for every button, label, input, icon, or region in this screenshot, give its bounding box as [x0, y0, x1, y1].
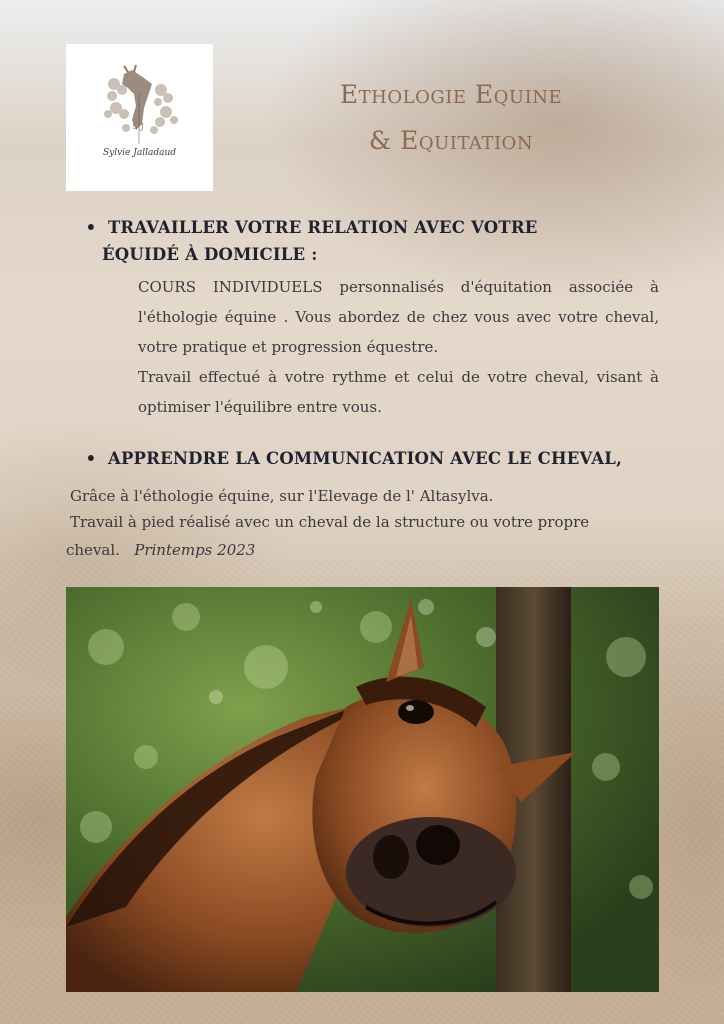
section1-paragraph-1: COURS INDIVIDUELS personnalisés d'équitation associée à l'éthologie équine . Vous abordez de chez vous avec votre cheval, votre pratique et progression équestre. — [138, 278, 659, 356]
title-line-1: Ethologie Equine — [339, 80, 563, 109]
logo-monogram: SJ — [132, 122, 147, 131]
section2-line-2: Travail à pied réalisé avec un cheval de la structure ou votre propre — [70, 513, 590, 531]
bullet-icon: • — [85, 449, 97, 468]
section1-heading-line-2: ÉQUIDÉ À DOMICILE : — [102, 245, 318, 264]
bullet-icon: • — [85, 218, 97, 237]
section2-date: Printemps 2023 — [134, 541, 256, 559]
horse-photo-graphic — [66, 587, 659, 992]
title-line-2: & Equitation — [368, 126, 534, 155]
section2-heading — [80, 447, 680, 471]
section2-line-1: Grâce à l'éthologie équine, sur l'Elevage de l' Altasylva. — [70, 487, 494, 505]
logo-signature: Sylvie Jalladaud — [102, 148, 177, 158]
section1-paragraph-2: Travail effectué à votre rythme et celui de votre cheval, visant à optimiser l'équilibre entre vous. — [138, 368, 659, 416]
section2-line-3 — [66, 535, 255, 565]
section2-heading-text: APPRENDRE LA COMMUNICATION AVEC LE CHEVAL, — [107, 449, 623, 468]
logo-horse-graphic — [66, 44, 213, 191]
section1-heading-line-1 — [80, 216, 640, 240]
section1-body — [138, 272, 659, 422]
section1-heading-text-1: TRAVAILLER VOTRE RELATION AVEC VOTRE — [107, 218, 538, 237]
section2-line-3-start: cheval. — [66, 541, 120, 559]
logo — [66, 44, 213, 191]
horse-photo — [66, 587, 659, 992]
page-title — [270, 72, 632, 164]
